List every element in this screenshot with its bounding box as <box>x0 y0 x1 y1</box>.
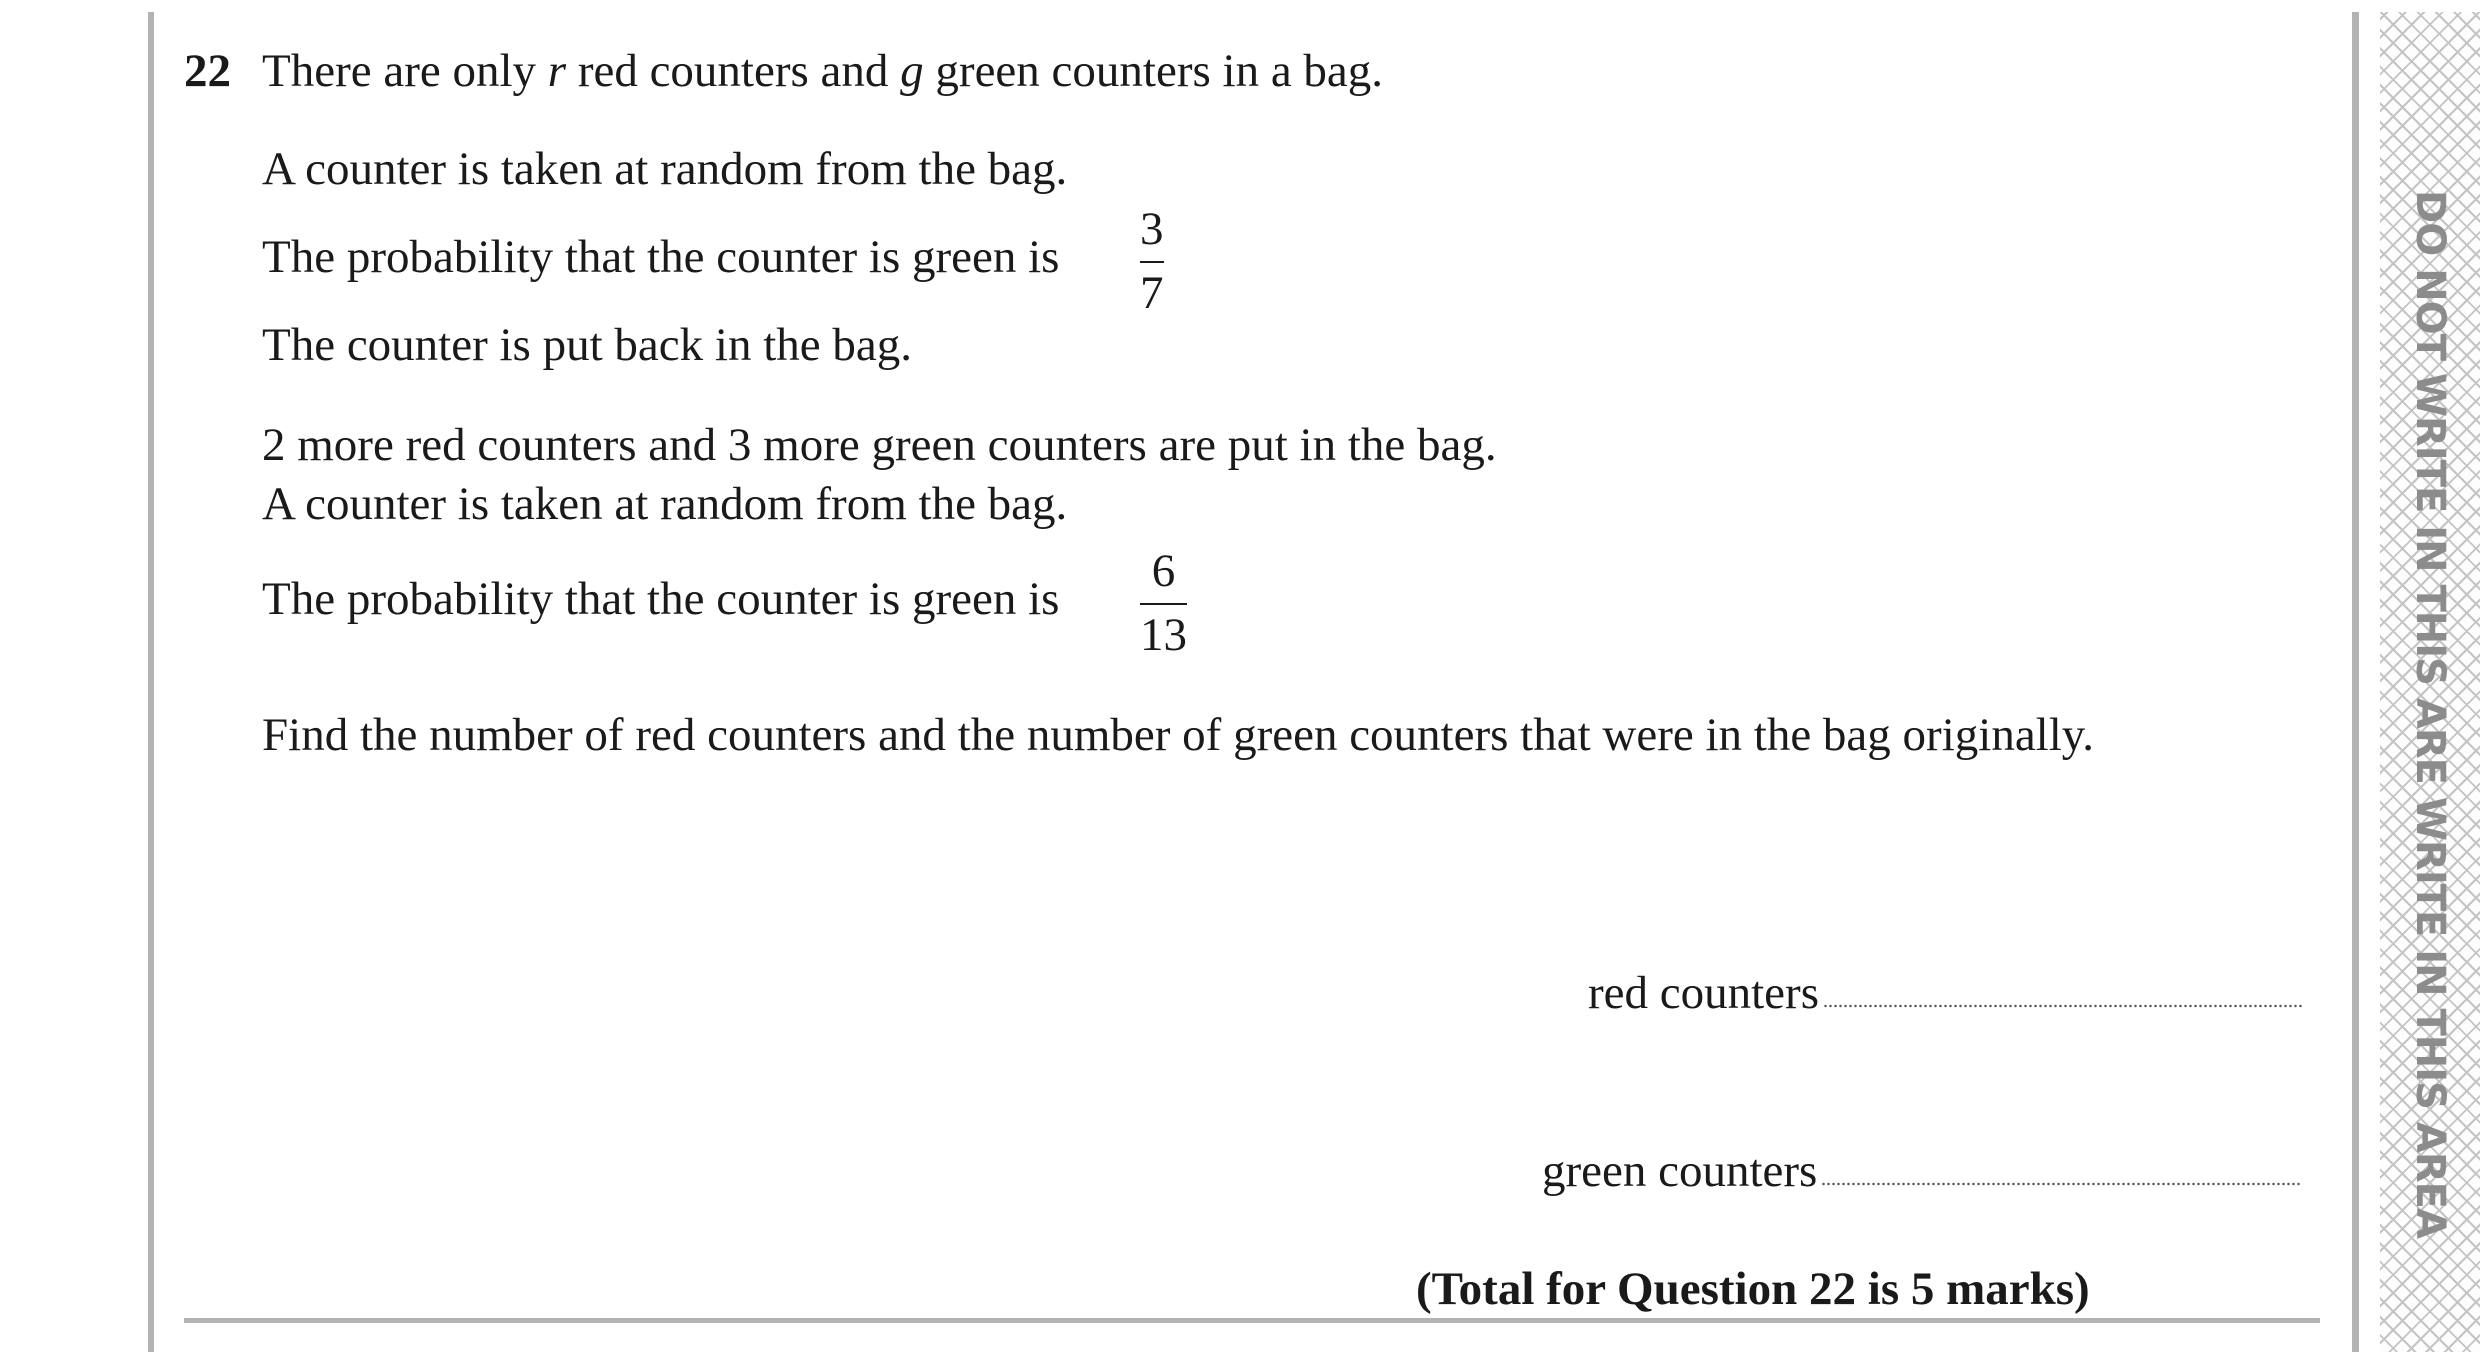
question-line-5: 2 more red counters and 3 more green counters are put in the bag. <box>262 419 1497 471</box>
left-margin-rule <box>148 12 154 1352</box>
fraction-1-numerator: 3 <box>1140 203 1164 255</box>
red-counters-label: red counters <box>1588 967 1819 1019</box>
question-line-2: A counter is taken at random from the bag. <box>262 143 1068 195</box>
green-counters-answer-line[interactable] <box>1821 1182 2301 1186</box>
fraction-2-denominator: 13 <box>1140 609 1187 661</box>
variable-g: g <box>900 45 924 97</box>
question-line-4: The counter is put back in the bag. <box>262 319 912 371</box>
green-counters-label: green counters <box>1542 1145 1818 1197</box>
right-margin-rule <box>2352 12 2359 1352</box>
fraction-6-13 <box>1140 542 1187 664</box>
fraction-3-7 <box>1140 200 1164 322</box>
fraction-2-numerator: 6 <box>1151 545 1176 597</box>
fraction-1-denominator: 7 <box>1140 267 1164 319</box>
question-line-7: The probability that the counter is green is <box>262 573 1060 625</box>
red-counters-answer[interactable] <box>1588 966 2303 1020</box>
red-counters-answer-line[interactable] <box>1823 1004 2303 1008</box>
variable-r: r <box>547 45 567 97</box>
margin-warning-text: DO NOT WRITE IN THIS ARE WRITE IN THIS AREA <box>2407 190 2453 1238</box>
question-line-8: Find the number of red counters and the number of green counters that were in the bag originally. <box>262 709 2094 761</box>
fraction-2-bar <box>1140 603 1187 605</box>
question-line-6: A counter is taken at random from the bag. <box>262 478 1068 530</box>
question-intro: There are only r red counters and g green counters in a bag. <box>262 45 1384 97</box>
fraction-1-bar <box>1140 261 1164 263</box>
total-marks: (Total for Question 22 is 5 marks) <box>1416 1263 2090 1315</box>
question-line-3: The probability that the counter is green is <box>262 231 1060 283</box>
question-number: 22 <box>184 45 231 97</box>
green-counters-answer[interactable] <box>1542 1144 2301 1198</box>
bottom-rule <box>184 1318 2320 1323</box>
